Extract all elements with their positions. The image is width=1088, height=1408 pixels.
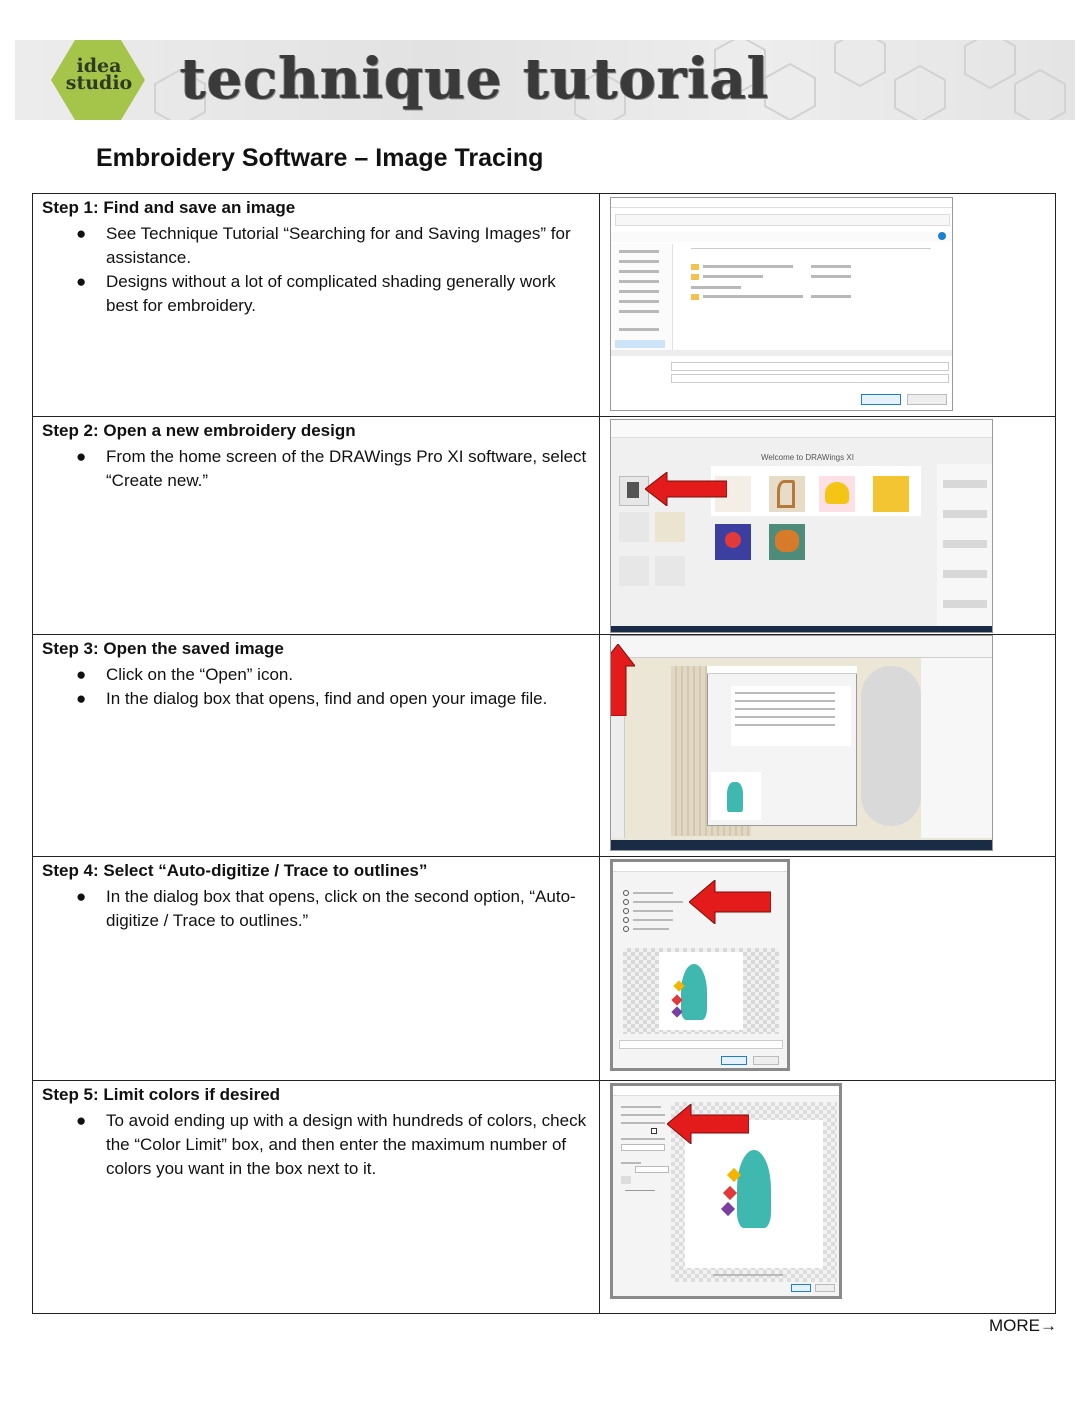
step-bullets — [42, 885, 599, 933]
bullet-text: To avoid ending up with a design with hundreds of colors, check the “Color Limit” box, and then enter the maximum number of colors you want in the box next to it. — [106, 1111, 587, 1178]
list-item: ● In the dialog box that opens, find and open your image file. — [76, 689, 548, 708]
step-row-1 — [33, 194, 1055, 417]
bullet-text: In the dialog box that opens, find and open your image file. — [106, 689, 548, 708]
more-link[interactable]: MORE→ — [989, 1316, 1057, 1335]
step-text-cell — [33, 857, 600, 1080]
bullet-text: Designs without a lot of complicated shading generally work best for embroidery. — [106, 272, 556, 315]
step-row-2 — [33, 417, 1055, 635]
open-dialog-screenshot — [610, 635, 993, 851]
list-item: ● To avoid ending up with a design with hundreds of colors, check the “Color Limit” box, and then enter the maximum number of colors you want in the box next to it. — [76, 1111, 587, 1178]
welcome-screen-screenshot — [610, 419, 993, 633]
step-bullets — [42, 1109, 599, 1181]
autodigitize-dialog-screenshot — [610, 859, 790, 1071]
header-banner — [15, 40, 1075, 120]
list-item: ● In the dialog box that opens, click on the second option, “Auto-digitize / Trace to outlines.” — [76, 887, 576, 930]
logo-text: idea studio — [65, 55, 133, 94]
step-text-cell — [33, 635, 600, 856]
folder-icon — [691, 274, 699, 280]
step-bullets — [42, 663, 599, 711]
folder-icon — [691, 294, 699, 300]
bullet-text: See Technique Tutorial “Searching for and Saving Images” for assistance. — [106, 224, 571, 267]
step-heading: Step 5: Limit colors if desired — [42, 1085, 281, 1104]
step-heading: Step 4: Select “Auto-digitize / Trace to outlines” — [42, 861, 428, 880]
list-item: ● Designs without a lot of complicated shading generally work best for embroidery. — [76, 272, 556, 315]
red-arrow-icon — [610, 644, 635, 716]
step-heading: Step 3: Open the saved image — [42, 639, 284, 658]
step-row-5 — [33, 1081, 1055, 1313]
red-arrow-icon — [667, 1104, 749, 1144]
step-heading: Step 2: Open a new embroidery design — [42, 421, 356, 440]
list-item: ● From the home screen of the DRAWings Pro XI software, select “Create new.” — [76, 447, 587, 490]
step-row-3 — [33, 635, 1055, 857]
bullet-text: From the home screen of the DRAWings Pro XI software, select “Create new.” — [106, 447, 587, 490]
steps-table — [32, 193, 1056, 1314]
save-dialog-screenshot — [610, 197, 953, 411]
dinosaur-image-icon — [681, 964, 707, 1020]
bullet-text: In the dialog box that opens, click on the second option, “Auto-digitize / Trace to outlines.” — [106, 887, 576, 930]
list-item: ● See Technique Tutorial “Searching for and Saving Images” for assistance. — [76, 224, 571, 267]
step-text-cell — [33, 1081, 600, 1313]
step-heading: Step 1: Find and save an image — [42, 198, 296, 217]
red-arrow-icon — [689, 880, 771, 924]
red-arrow-icon — [645, 472, 727, 506]
step-row-4 — [33, 857, 1055, 1081]
bullet-text: Click on the “Open” icon. — [106, 665, 294, 684]
step-bullets — [42, 445, 599, 493]
step-bullets — [42, 222, 599, 318]
folder-icon — [691, 264, 699, 270]
step-text-cell — [33, 194, 600, 416]
step-text-cell — [33, 417, 600, 634]
list-item: ● Click on the “Open” icon. — [76, 665, 294, 684]
dinosaur-image-icon — [737, 1150, 771, 1228]
banner-title: technique tutorial — [180, 46, 770, 112]
dinosaur-image-icon — [727, 782, 743, 812]
welcome-title: Welcome to DRAWings XI — [761, 453, 854, 462]
page-title: Embroidery Software – Image Tracing — [96, 144, 544, 172]
color-limit-dialog-screenshot — [610, 1083, 842, 1299]
